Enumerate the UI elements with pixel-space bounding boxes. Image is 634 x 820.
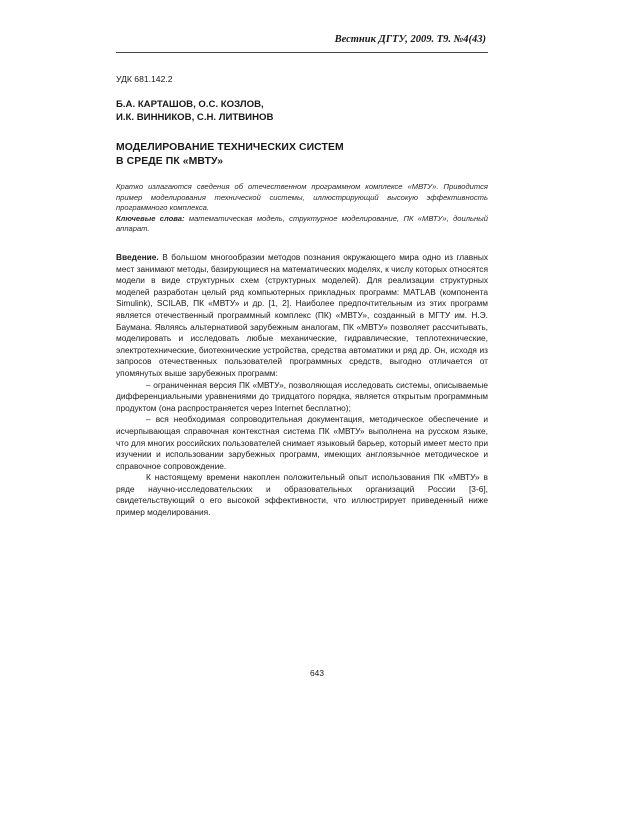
keywords-text: математическая модель, структурное моделирование, ПК «МВТУ», доильный аппарат. xyxy=(116,213,488,234)
title-line-2: В СРЕДЕ ПК «МВТУ» xyxy=(116,156,224,167)
closing-paragraph: К настоящему времени накоплен положительный опыт использования ПК «МВТУ» в ряде научно-исследовательских и образовательных организаций России [3-6], свидетельствующий о его высокой эффективности, что иллюстрирует приведенный ниже пример моделирования. xyxy=(116,472,488,518)
keywords-label: Ключевые слова: xyxy=(116,213,185,223)
journal-header: Вестник ДГТУ, 2009. Т9. №4(43) xyxy=(334,34,486,45)
header-rule xyxy=(116,52,488,53)
title-line-1: МОДЕЛИРОВАНИЕ ТЕХНИЧЕСКИХ СИСТЕМ xyxy=(116,142,344,153)
intro-paragraph xyxy=(116,252,488,380)
bullet-paragraph-2: – вся необходимая сопроводительная документация, методическое обеспечение и исчерпывающая справочная контекстная система ПК «МВТУ» выполнена на русском языке, что для многих российских пользователей снимает языковый барьер, который имеет место при изучении и использовании зарубежных программ, имеющих англоязычное методическое и справочное сопровождение. xyxy=(116,414,489,471)
intro-label: Введение. xyxy=(116,252,159,262)
abstract-text: Кратко излагаются сведения об отечественном программном комплексе «МВТУ». Приводится пример моделирования технической системы, иллюстрирующий высокую эффективность программного комплекса. xyxy=(116,182,488,213)
udc-code: УДК 681.142.2 xyxy=(116,74,173,84)
bullet-paragraph-1: – ограниченная версия ПК «МВТУ», позволяющая исследовать системы, описываемые дифференциальными уравнениями до тридцатого порядка, является открытым программным продуктом (она распространяется через Internet бесплатно); xyxy=(116,379,488,413)
authors-line-1: Б.А. КАРТАШОВ, О.С. КОЗЛОВ, xyxy=(116,99,264,110)
article-title xyxy=(116,141,488,169)
keywords xyxy=(116,214,488,235)
body-text xyxy=(116,252,488,519)
page-number: 643 xyxy=(310,668,324,678)
authors-block xyxy=(116,98,488,124)
authors-line-2: И.К. ВИННИКОВ, С.Н. ЛИТВИНОВ xyxy=(116,112,274,123)
abstract-block xyxy=(116,182,488,235)
intro-text: В большом многообразии методов познания окружающего мира одно из главных мест занимают методы, базирующиеся на математических моделях, к числу которых относятся модели в виде структурных схем (структурных моделей). Для реализации структурных моделей разработан целый ряд компьютерных прикладных программ: MATLAB (компонента Simulink), SCILAB, ПК «МВТУ» и др. [1, 2]. Наиболее предпочтительным из этих программ является отечественный программный комплекс (ПК) «МВТУ», созданный в МГТУ им. Н.Э. Баумана. Являясь альтернативой зарубежным аналогам, ПК «МВТУ» позволяет рассчитывать, моделировать и исследовать любые механические, гидравлические, теплотехнические, электротехнические, биотехнические устройства, средства автоматики и ряд др. Он, исходя из запросов отечественных пользователей программных средств, выгодно отличается от упомянутых выше зарубежных программ: xyxy=(116,252,488,378)
